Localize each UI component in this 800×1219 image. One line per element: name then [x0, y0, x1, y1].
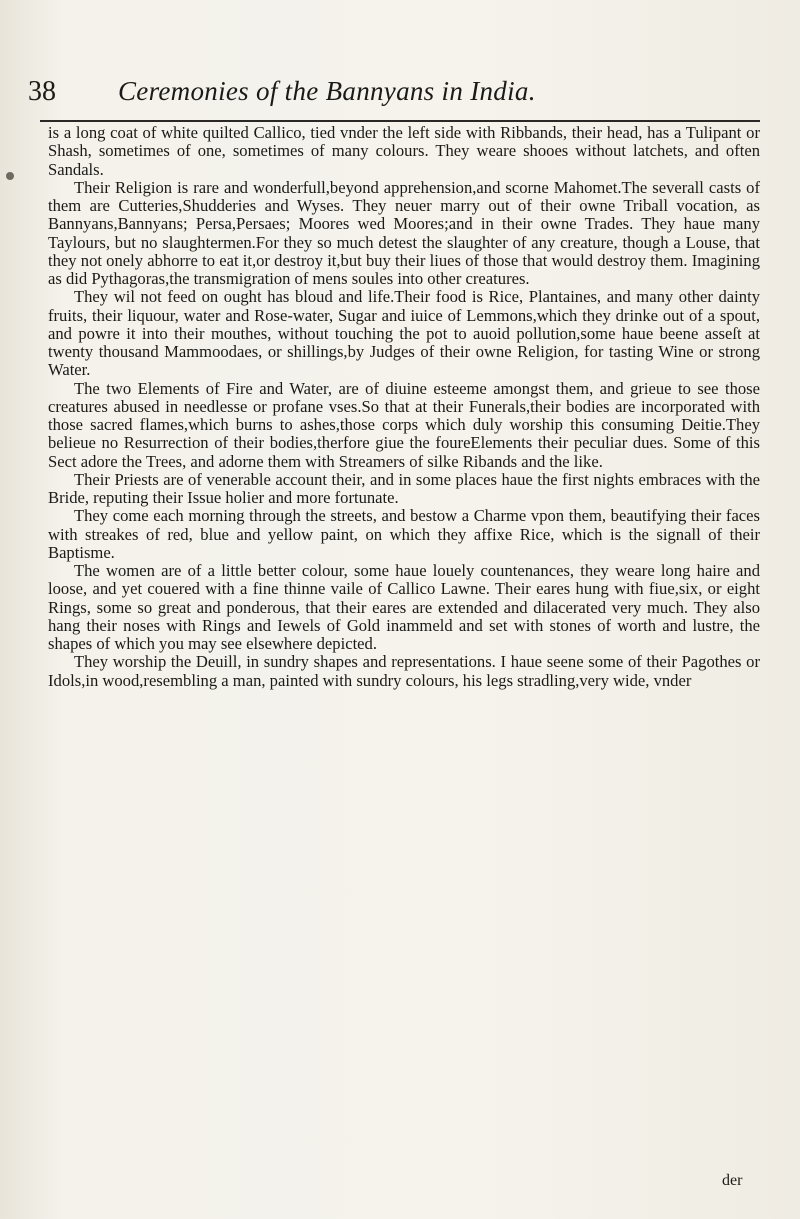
- page-number: 38: [28, 76, 56, 107]
- catchword: der: [722, 1172, 743, 1189]
- ink-blot: [6, 172, 14, 180]
- paragraph: Their Religion is rare and wonderfull,beyond apprehension,and scorne Mahomet.The severall casts of them are Cutteries,Shudderies and Wyses. They neuer marry out of their owne Triball vocation, as Bannyans,Bannyans; Persa,Persaes; Moores wed Moores;and in their owne Trades. They haue many Taylours, but no slaughtermen.For they so much detest the slaughter of any creature, though a Louse, that they not onely abhorre to eat it,or destroy it,but buy their liues of those that would destroy them. Imagining as did Pythagoras,the transmigration of mens soules into other creatures.: [48, 177, 760, 288]
- body-text: [48, 124, 760, 690]
- header-rule: [40, 120, 760, 122]
- paragraph: They come each morning through the streets, and bestow a Charme vpon them, beautifying their faces with streakes of red, blue and yellow paint, on which they affixe Rice, which is the signall of their Baptisme.: [48, 506, 760, 562]
- paragraph: The two Elements of Fire and Water, are of diuine esteeme amongst them, and grieue to see those creatures abused in needlesse or profane vses.So that at their Funerals,their bodies are incorporated with those sacred flames,which burns to ashes,those corps which duly worship this consuming Deitie.They belieue no Resurrection of their bodies,therfore giue the foureElements their peculiar dues. Some of this Sect adore the Trees, and adorne them with Streamers of silke Ribands and the like.: [48, 378, 760, 471]
- paragraph: They wil not feed on ought has bloud and life.Their food is Rice, Plantaines, and many other dainty fruits, their liquour, water and Rose-water, Sugar and iuice of Lemmons,which they drinke out of a spout, and powre it into their mouthes, without touching the pot to auoid pollution,some haue beene asseſt at twenty thousand Mammoodaes, or shillings,by Judges of their owne Religion, for tasting Wine or strong Water.: [48, 287, 760, 380]
- paragraph: Their Priests are of venerable account their, and in some places haue the first nights embraces with the Bride, reputing their Issue holier and more fortunate.: [48, 469, 760, 507]
- running-head: Ceremonies of the Bannyans in India.: [118, 76, 536, 106]
- paragraph: is a long coat of white quilted Callico, tied vnder the left side with Ribbands, their head, has a Tulipant or Shash, sometimes of one, sometimes of many colours. They weare shooes without latchets, and often Sandals.: [48, 123, 760, 179]
- paragraph: They worship the Deuill, in sundry shapes and representations. I haue seene some of their Pagothes or Idols,in wood,resembling a man, painted with sundry colours, his legs stradling,very wide, vnder: [48, 652, 760, 690]
- page-header: [18, 76, 758, 116]
- paragraph: The women are of a little better colour, some haue louely countenances, they weare long haire and loose, and yet couered with a fine thinne vaile of Callico Lawne. Their eares hung with fiue,six, or eight Rings, some so great and ponderous, that their eares are extended and dilacerated very much. They also hang their noses with Rings and Iewels of Gold inammeld and set with stones of worth and lustre, the shapes of which you may see elsewhere depicted.: [48, 561, 760, 653]
